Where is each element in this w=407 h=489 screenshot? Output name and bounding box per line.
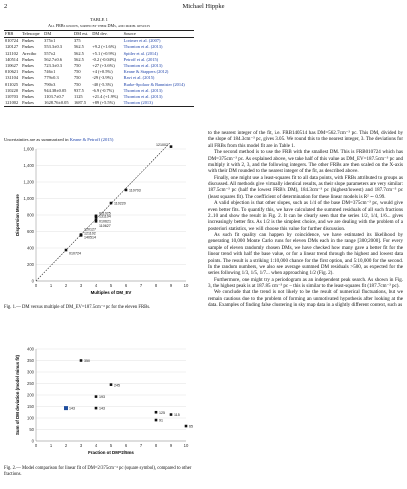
data-point [80,359,83,362]
cell-dm-est: 562.5 [73,50,84,56]
x-tick-label: 8 [154,443,158,448]
data-point [170,145,173,148]
x-tick-label: 7 [139,443,143,448]
paragraph: Furthermore, one might try a periodogram as an independent peak search. As shown in Fig. 3, the highest peak is at 187.85 cm⁻³ pc – this is similar to the least-squares fit (187.7cm⁻³ pc). [208,276,403,289]
cell-dm: 723.3±0.3 [44,63,62,69]
page-header [4,3,403,13]
cell-dm-dev: -0.2 (-0.04%) [92,56,116,62]
x-tick-label: 4 [94,283,98,288]
cell-frb: 110703 [5,94,19,100]
cell-dm: 746±1 [44,69,56,75]
cell-telescope: Parkes [22,56,34,62]
data-label: 140514 [84,235,96,240]
y-tick-label: 0 [31,278,34,284]
data-point [155,419,158,422]
x-axis-label: Multiples of DM_EV [90,290,132,295]
data-label: 120127 [84,227,96,232]
x-tick-label: 2 [64,283,68,288]
cell-dm-dev: +9.2 (+1.6%) [92,44,116,50]
y-tick-label: 1,200 [23,179,34,185]
data-label: 010621 [99,219,111,224]
cell-source[interactable]: Spitler et al. (2014) [123,50,158,56]
cell-dm-dev: +5.1 (+0.9%) [92,50,116,56]
cell-dm-est: 750 [73,81,81,87]
paragraph: The second method is to use the FRB with the smallest DM. This is FRB010724 which has DM=375cm⁻³ pc. As explained above, we take half of this value as DM_EV=187.5cm⁻³ pc and multiply it with 2, 3, and the following integers. The other FRBs are then scaled on the X-axis with their DM rounded to the nearest integer of the fit, as described above. [208,149,403,175]
cell-frb: 110627 [5,63,19,69]
table-caption [4,17,194,28]
data-label: 91 [159,418,163,423]
data-point [170,413,173,416]
cell-dm-est: 750 [73,75,81,81]
cell-source[interactable]: Thornton (2013) [123,100,194,107]
y-tick-label: 0 [31,438,34,444]
y-tick-label: 350 [27,358,34,364]
col-header-source: Source [123,31,194,38]
x-tick-label: 5 [109,443,113,448]
cell-dm-dev: +89 (+5.5%) [91,100,122,107]
cell-dm-dev: -29 (-3.9%) [92,75,113,81]
cell-frb: 011025 [5,81,19,87]
y-tick-label: 1,600 [23,146,34,152]
data-point [185,425,188,428]
page-number: 2 [4,3,8,10]
data-label: 245 [114,383,120,388]
cell-frb: 110220 [5,87,19,93]
table-subtitle: All FRBs known, sorted by their DMs, and model results [47,22,151,28]
data-label: 011025 [99,211,111,216]
cell-source[interactable]: Thornton et al. (2013) [123,63,163,69]
data-point [95,407,98,410]
cell-dm-est: 1125 [73,94,83,100]
cell-dm-dev [91,38,122,45]
table-row [4,82,194,88]
y-tick-label: 1,000 [23,196,34,202]
y-tick-label: 800 [27,212,34,218]
cell-dm-est: 562.5 [73,44,84,50]
cell-dm-dev: +21.4 (+1.9%) [92,94,119,100]
cell-dm: 557±2 [44,50,56,56]
cell-telescope: Arecibo [22,50,37,56]
data-label: 121102 [84,231,96,236]
data-label: 110220 [114,201,126,206]
cell-source[interactable]: Ravi et al. (2015) [123,75,155,81]
x-tick-label: 10 [183,283,189,288]
data-point [80,233,83,236]
x-axis-label: Fraction ot DM=2/5ms [88,450,134,455]
data-label: 143 [69,406,75,411]
cell-telescope: Parkes [21,100,43,107]
y-tick-label: 400 [27,346,34,352]
cell-dm-est: 750 [73,63,81,69]
cell-source[interactable]: Thornton et al. (2013) [123,94,163,100]
cell-telescope: Parkes [22,87,34,93]
cell-dm: 944.38±0.05 [44,87,67,93]
figure-2 [6,343,196,463]
cell-frb: 140514 [5,56,19,62]
cell-dm-dev: -40 (-5.3%) [92,81,113,87]
cell-dm-est: 1687.5 [73,100,91,107]
cell-frb: 121102 [5,50,19,56]
cell-dm: 553.3±0.3 [44,44,62,50]
y-tick-label: 400 [27,245,34,251]
x-tick-label: 6 [124,283,128,288]
table-row [4,38,194,45]
cell-dm-dev: +27 (+3.6%) [92,63,115,69]
dm-vs-multiple-chart [6,143,196,303]
data-point [95,215,98,218]
cell-frb: 010621 [5,69,19,75]
x-tick-label: 10 [183,443,189,448]
data-point [110,202,113,205]
cell-dm: 790±3 [44,81,56,87]
y-axis-label: Dispersion Measure [15,194,20,236]
paragraph: We conclude that the trend is not likely to be the result of numerical fluctuations, but we remain cautious due to the problem of forming an unmotivated hypothesis after looking at the data. Examples of finding false clustering in sky map data in a slightly different context, such as [208,289,403,309]
y-tick-label: 150 [27,404,34,410]
figure-1-caption: Fig. 1.— DM versus multiple of DM_EV=187.5cm⁻³ pc for the eleven FRBs. [4,305,151,310]
frb-table [4,30,194,107]
data-label: 010724 [69,251,81,256]
cell-frb: 131104 [5,75,19,81]
cell-frb: 121002 [4,100,21,107]
col-header-dm-dev: DM dev. [91,31,122,38]
cell-dm-dev: -6.9 (-0.7%) [92,87,114,93]
cell-dm-dev: +4 (+0.5%) [92,69,113,75]
figure-1 [6,143,196,303]
data-label: 110703 [129,188,141,193]
y-tick-label: 200 [27,392,34,398]
col-header-dm: DM [43,31,73,38]
x-tick-label: 7 [139,283,143,288]
data-label: 110627 [99,223,111,228]
cell-source[interactable]: Lorimer et al. (2007) [123,38,161,44]
paragraph: Finally, one might use a least-squares fit to all data points, with FRBs attributed to groups as discussed. All methods give virtually identical results, as their slope parameters are very similar: 187.5cm⁻³ pc (half the lowest FRB's DM), 184.3cm⁻³ pc (highest/lowest) and 187.7cm⁻³ pc (least squares fit). The coefficient of determination for these linear models is R² ∼ 0.99. [208,174,403,200]
x-tick-label: 9 [169,283,173,288]
data-label: 131104 [99,214,111,219]
cell-dm-est: 937.5 [73,87,84,93]
cell-dm: 779±0.3 [44,75,59,81]
y-tick-label: 200 [27,262,34,268]
data-point [95,218,98,221]
fit-line [36,143,186,281]
figure-2-caption: Fig. 2.— Model comparison for linear fit of DM=2/375cm⁻³ pc (square symbol), compared to other fractions. [4,466,192,477]
data-point [65,249,68,252]
cell-source[interactable]: Burke-Spolaor & Bannister (2014) [123,81,185,87]
x-tick-label: 6 [124,443,128,448]
data-label: 143 [99,406,105,411]
cell-telescope: Parkes [22,75,34,81]
x-tick-label: 4 [94,443,98,448]
y-axis-label: Sum of DM deviation (model minus fit) [15,354,20,436]
x-tick-label: 9 [169,443,173,448]
cell-dm: 1628.76±0.05 [43,100,73,107]
cell-telescope: Parkes [22,94,34,100]
data-label: 65 [189,424,193,429]
data-label: 121002 [156,143,168,148]
x-tick-label: 1 [49,443,53,448]
cell-dm: 562.7±0.6 [44,56,62,62]
x-tick-label: 3 [79,443,83,448]
table-note [4,137,113,142]
cell-dm-est: 750 [73,69,81,75]
right-column-text [208,130,403,309]
y-tick-label: 1,400 [23,163,34,169]
y-tick-label: 50 [29,427,34,433]
data-point [125,189,128,192]
col-header-telescope: Telescope [21,31,43,38]
data-point [110,383,113,386]
cell-source[interactable]: Thornton et al. (2013) [123,44,163,50]
cell-source[interactable]: Thornton et al. (2013) [123,87,163,93]
data-label: 193 [99,395,105,400]
x-tick-label: 3 [79,283,83,288]
data-label: 350 [84,359,90,364]
data-label: 115 [174,413,180,418]
col-header-frb: FRB [4,31,21,38]
data-point [95,395,98,398]
cell-frb: 120127 [5,44,19,50]
table-note-text: Uncertainties are as summarized in [4,137,70,142]
y-tick-label: 600 [27,229,34,235]
running-author: Michael Hippke [182,3,225,10]
table-header-row [4,31,194,38]
table-row [4,100,194,107]
paragraph: As such fit quality can happen by coincidence, we have estimated its likelihood by generating 10,000 Monte Carlo runs for eleven DMs each in the range [300;2000]. For every sample of eleven randomly chosen DMs, we have checked how many gave a better fit for the linear trend with half the base value, or for a linear trend through the highest and lowest data points. The result is a striking 1:10,000 chance for the first option, and 5:10,000 for the second. In the random numbers, we also see average summed DM residuals >500, as expected for the series following 1/3, 1/5, 1/7... when approaching 1/2 (Fig. 2). [208,232,403,277]
x-tick-label: 0 [34,283,38,288]
cell-dm-est: 562.5 [73,56,84,62]
x-tick-label: 1 [49,283,53,288]
table-note-link[interactable]: Keane & Petroff (2015) [69,137,114,142]
col-header-dm-est: DM est. [73,31,91,38]
cell-telescope: Parkes [22,63,34,69]
model-comparison-chart [6,343,196,463]
cell-source[interactable]: Petroff et al. (2015) [123,56,159,62]
y-tick-label: 250 [27,381,34,387]
x-tick-label: 8 [154,283,158,288]
cell-dm: 1103.7±0.7 [44,94,64,100]
x-tick-label: 0 [34,443,38,448]
paragraph: A valid objection is that other slopes, such as 1/4 of the base DM=375cm⁻³ pc, would give even better fits. To quantify this, we have calculated the summed residuals of all such fractions 2..10 and show the result in Fig. 2. It can be clearly seen that the series 1/2, 1/4, 1/6... gives increasingly better fits. As 1/2 is the simplest choice, and we are dealing with the problem of a posteriori statistics, we will choose this value for further discussion. [208,200,403,232]
cell-telescope: Parkes [22,38,34,44]
data-point-highlight [64,406,68,410]
cell-telescope: Parkes [22,69,34,75]
x-tick-label: 5 [109,283,113,288]
cell-telescope: Parkes [22,44,34,50]
paragraph: to the nearest integer of the fit, i.e. FRB140514 has DM=562.7cm⁻³ pc. This DM, divided by the slope of 184.3cm⁻³ pc, gives 3.05. We round this to the nearest integer, 3. The deviations for all FRBs from this model fit are in Table 1. [208,130,403,149]
cell-telescope: Parkes [22,81,34,87]
data-label: 125 [159,410,165,415]
x-tick-label: 2 [64,443,68,448]
cell-frb: 010724 [5,38,19,44]
y-tick-label: 100 [27,415,34,421]
cell-dm-est: 375 [73,38,81,44]
y-tick-label: 300 [27,369,34,375]
table-title: TABLE 1 [90,17,108,22]
data-point [155,411,158,414]
cell-source[interactable]: Keane & Stappers (2012) [123,69,169,75]
cell-dm: 375±1 [44,38,56,44]
